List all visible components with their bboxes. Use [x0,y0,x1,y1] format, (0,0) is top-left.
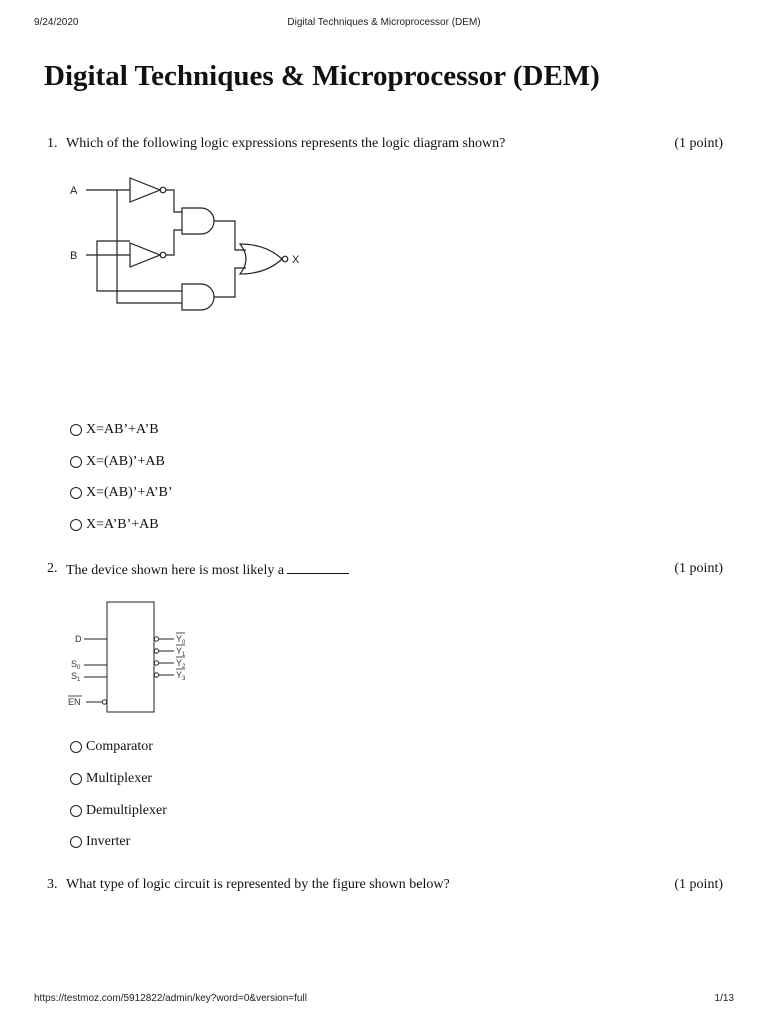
enable-label: EN [68,697,81,707]
select-0-label: $S_0$ [71,659,81,671]
q2-option-4[interactable] [70,834,130,850]
select-1-label: $S_1$ [71,671,81,683]
question-text-content: The device shown here is most likely a [66,563,285,578]
option-label: Inverter [86,834,131,849]
question-text: What type of logic circuit is represented by the figure shown below? [66,877,450,892]
footer-url[interactable]: https://testmoz.com/5912822/admin/key?word=0&version=full [34,993,307,1004]
option-label: X=(AB)’+A’B’ [86,485,173,500]
output-x-label: X [292,254,300,266]
output-y1-label: $Y_1$ [176,646,186,658]
option-label: Demultiplexer [86,803,167,818]
question-text: Which of the following logic expressions represents the logic diagram shown? [66,136,506,151]
footer-page-number: 1/13 [714,993,734,1004]
question-number: 3. [47,877,58,892]
logic-diagram [60,168,360,328]
option-label: X=A’B’+AB [86,517,159,532]
question-number: 2. [47,561,58,576]
q1-option-2[interactable] [70,454,165,470]
and-gate-bottom [182,284,214,310]
q1-option-3[interactable] [70,485,173,501]
input-a-label: A [70,185,78,197]
answer-blank [287,561,349,574]
q1-option-4[interactable] [70,517,159,533]
question-points: (1 point) [674,877,723,892]
question-text [66,561,349,579]
header-date: 9/24/2020 [34,17,79,28]
option-label: Comparator [86,739,153,754]
radio-button[interactable] [70,456,82,468]
demux-diagram [62,596,202,721]
input-b-label: B [70,250,78,262]
not-gate-a [130,178,166,202]
q2-option-3[interactable] [70,803,167,819]
or-gate [240,244,288,274]
question-number: 1. [47,136,58,151]
option-label: Multiplexer [86,771,153,786]
question-points: (1 point) [674,561,723,576]
header-title: Digital Techniques & Microprocessor (DEM) [287,17,481,28]
and-gate-top [182,208,214,234]
q2-option-2[interactable] [70,771,152,787]
output-y3-label: $Y_3$ [176,670,186,682]
radio-button[interactable] [70,741,82,753]
input-d-label: D [75,634,82,644]
radio-button[interactable] [70,424,82,436]
output-y0-label: $Y_0$ [176,634,186,646]
radio-button[interactable] [70,487,82,499]
output-y2-label: $Y_2$ [176,658,186,670]
question-points: (1 point) [674,136,723,151]
demux-block [107,602,154,712]
radio-button[interactable] [70,773,82,785]
option-label: X=(AB)’+AB [86,454,165,469]
radio-button[interactable] [70,836,82,848]
q2-option-1[interactable] [70,739,153,755]
option-label: X=AB’+A’B [86,422,159,437]
radio-button[interactable] [70,805,82,817]
document-title: Digital Techniques & Microprocessor (DEM) [44,60,600,92]
radio-button[interactable] [70,519,82,531]
not-gate-b [130,243,166,267]
q1-option-1[interactable] [70,422,159,438]
